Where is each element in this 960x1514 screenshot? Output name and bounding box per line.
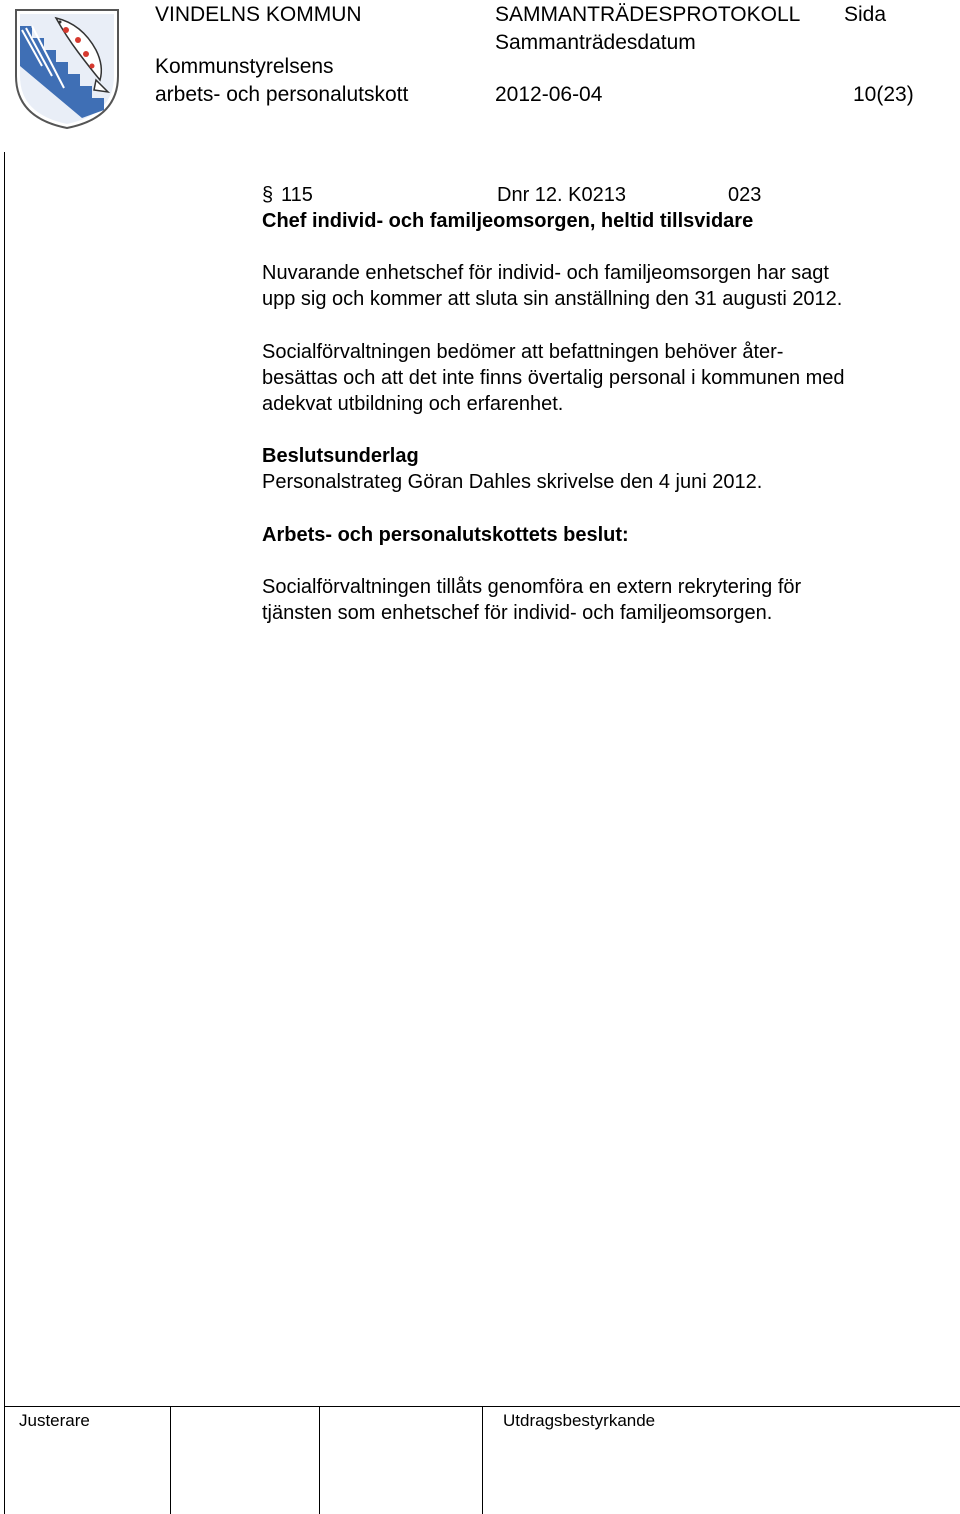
municipality-name: VINDELNS KOMMUN: [155, 3, 362, 26]
left-margin-rule: [4, 152, 5, 1514]
footer-divider-1: [170, 1406, 171, 1514]
decision-line-1: Socialförvaltningen tillåts genomföra en extern rekrytering för: [262, 576, 802, 598]
paragraph-1-line-2: upp sig och kommer att sluta sin anställning den 31 augusti 2012.: [262, 288, 843, 310]
paragraph-2-line-3: adekvat utbildning och erfarenhet.: [262, 393, 564, 415]
section-number: 115: [281, 184, 313, 206]
footer-divider-2: [319, 1406, 320, 1514]
page-number: 10(23): [853, 83, 914, 106]
municipal-crest-logo: [12, 6, 122, 132]
decision-line-2: tjänsten som enhetschef för individ- och familjeomsorgen.: [262, 602, 773, 624]
decision-heading: Arbets- och personalutskottets beslut:: [262, 524, 629, 546]
paragraph-2-line-1: Socialförvaltningen bedömer att befattningen behöver åter-: [262, 341, 784, 363]
paragraph-2-line-2: besättas och att det inte finns övertalig personal i kommunen med: [262, 367, 845, 389]
page-label: Sida: [844, 3, 887, 26]
basis-text: Personalstrateg Göran Dahles skrivelse den 4 juni 2012.: [262, 471, 763, 493]
section-symbol: §: [262, 184, 274, 206]
committee-name-line1: Kommunstyrelsens: [155, 55, 334, 78]
justerare-label: Justerare: [19, 1411, 90, 1430]
document-type: SAMMANTRÄDESPROTOKOLL: [495, 3, 801, 26]
utdragsbestyrkande-label: Utdragsbestyrkande: [503, 1411, 656, 1430]
item-title: Chef individ- och familjeomsorgen, heltid tillsvidare: [262, 210, 754, 232]
meeting-date: 2012-06-04: [495, 83, 603, 106]
basis-heading: Beslutsunderlag: [262, 445, 419, 467]
committee-name-line2: arbets- och personalutskott: [155, 83, 409, 106]
footer-divider-3: [482, 1406, 483, 1514]
archive-code: 023: [728, 184, 762, 206]
diary-number: Dnr 12. K0213: [497, 184, 626, 206]
meeting-date-label: Sammanträdesdatum: [495, 31, 696, 54]
paragraph-1-line-1: Nuvarande enhetschef för individ- och familjeomsorgen har sagt: [262, 262, 829, 284]
